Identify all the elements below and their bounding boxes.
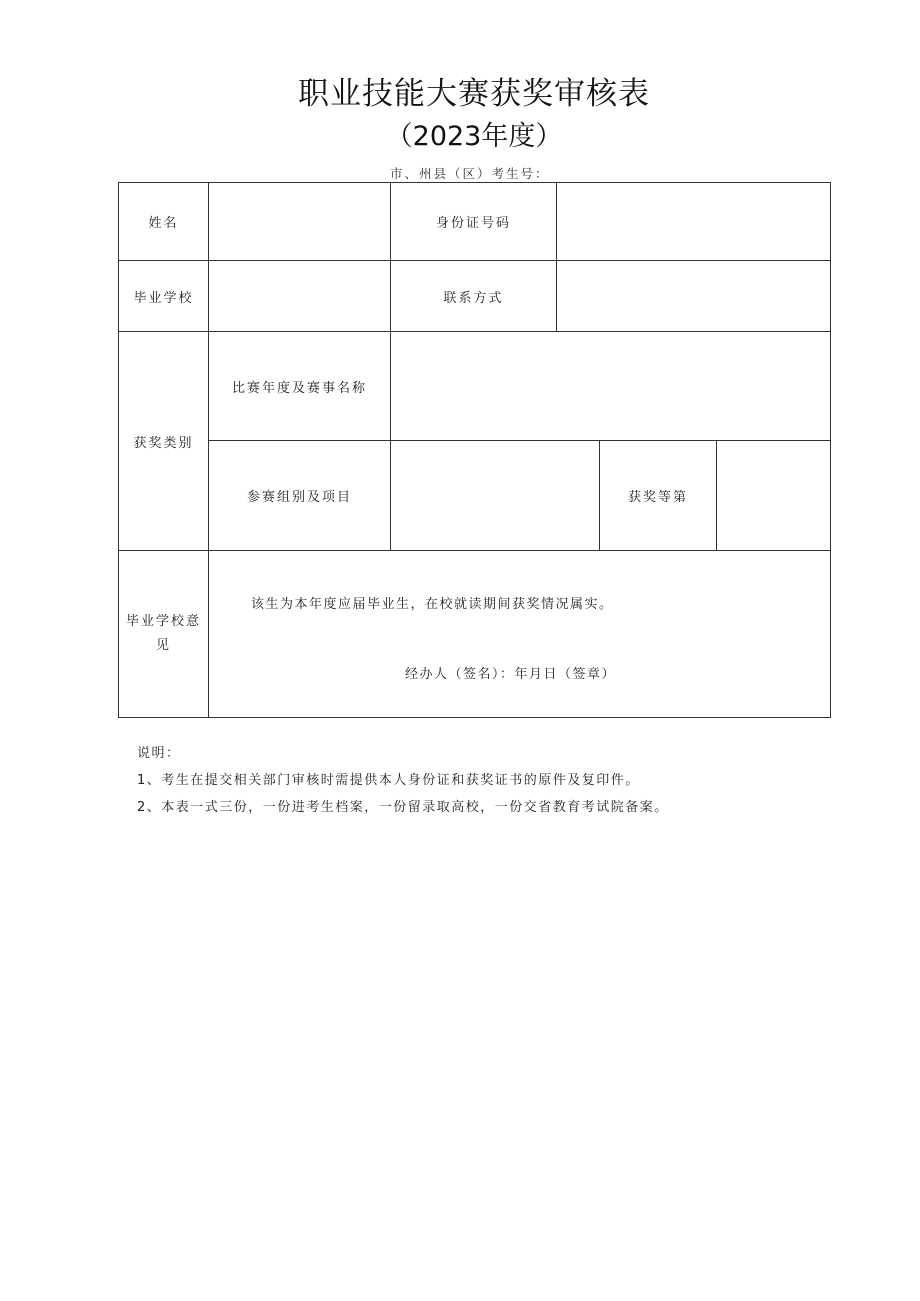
group-project-field[interactable] [391,441,600,551]
opinion-statement: 该生为本年度应届毕业生，在校就读期间获奖情况属实。 [251,597,614,612]
school-label: 毕业学校 [119,261,209,332]
contact-label: 联系方式 [391,261,557,332]
region-candidate-line: 市、州县（区）考生号： [390,166,550,181]
school-opinion-label [119,551,209,718]
school-opinion-label-line1: 毕业学校意 [125,614,201,629]
school-opinion-field[interactable] [209,551,831,718]
signature-line: 经办人（签名）：年月日（签章） [405,667,617,682]
award-review-form [118,182,831,718]
id-number-label: 身份证号码 [391,183,557,261]
school-field[interactable] [209,261,391,332]
competition-label: 比赛年度及赛事名称 [209,332,391,441]
id-number-field[interactable] [557,183,831,261]
group-project-label: 参赛组别及项目 [209,441,391,551]
name-label: 姓名 [119,183,209,261]
contact-field[interactable] [557,261,831,332]
name-field[interactable] [209,183,391,261]
award-rank-label: 获奖等第 [600,441,717,551]
school-opinion-label-line2: 见 [155,638,171,653]
note-item-1: 1、考生在提交相关部门审核时需提供本人身份证和获奖证书的原件及复印件。 [137,773,640,788]
competition-field[interactable] [391,332,831,441]
note-item-2: 2、本表一式三份，一份进考生档案，一份留录取高校，一份交省教育考试院备案。 [137,800,669,815]
page-subtitle: （2023年度） [385,121,563,152]
notes-section [137,744,669,825]
notes-heading: 说明： [137,746,181,761]
award-rank-field[interactable] [717,441,831,551]
award-type-label: 获奖类别 [119,332,209,551]
page-title: 职业技能大赛获奖审核表 [298,76,650,112]
